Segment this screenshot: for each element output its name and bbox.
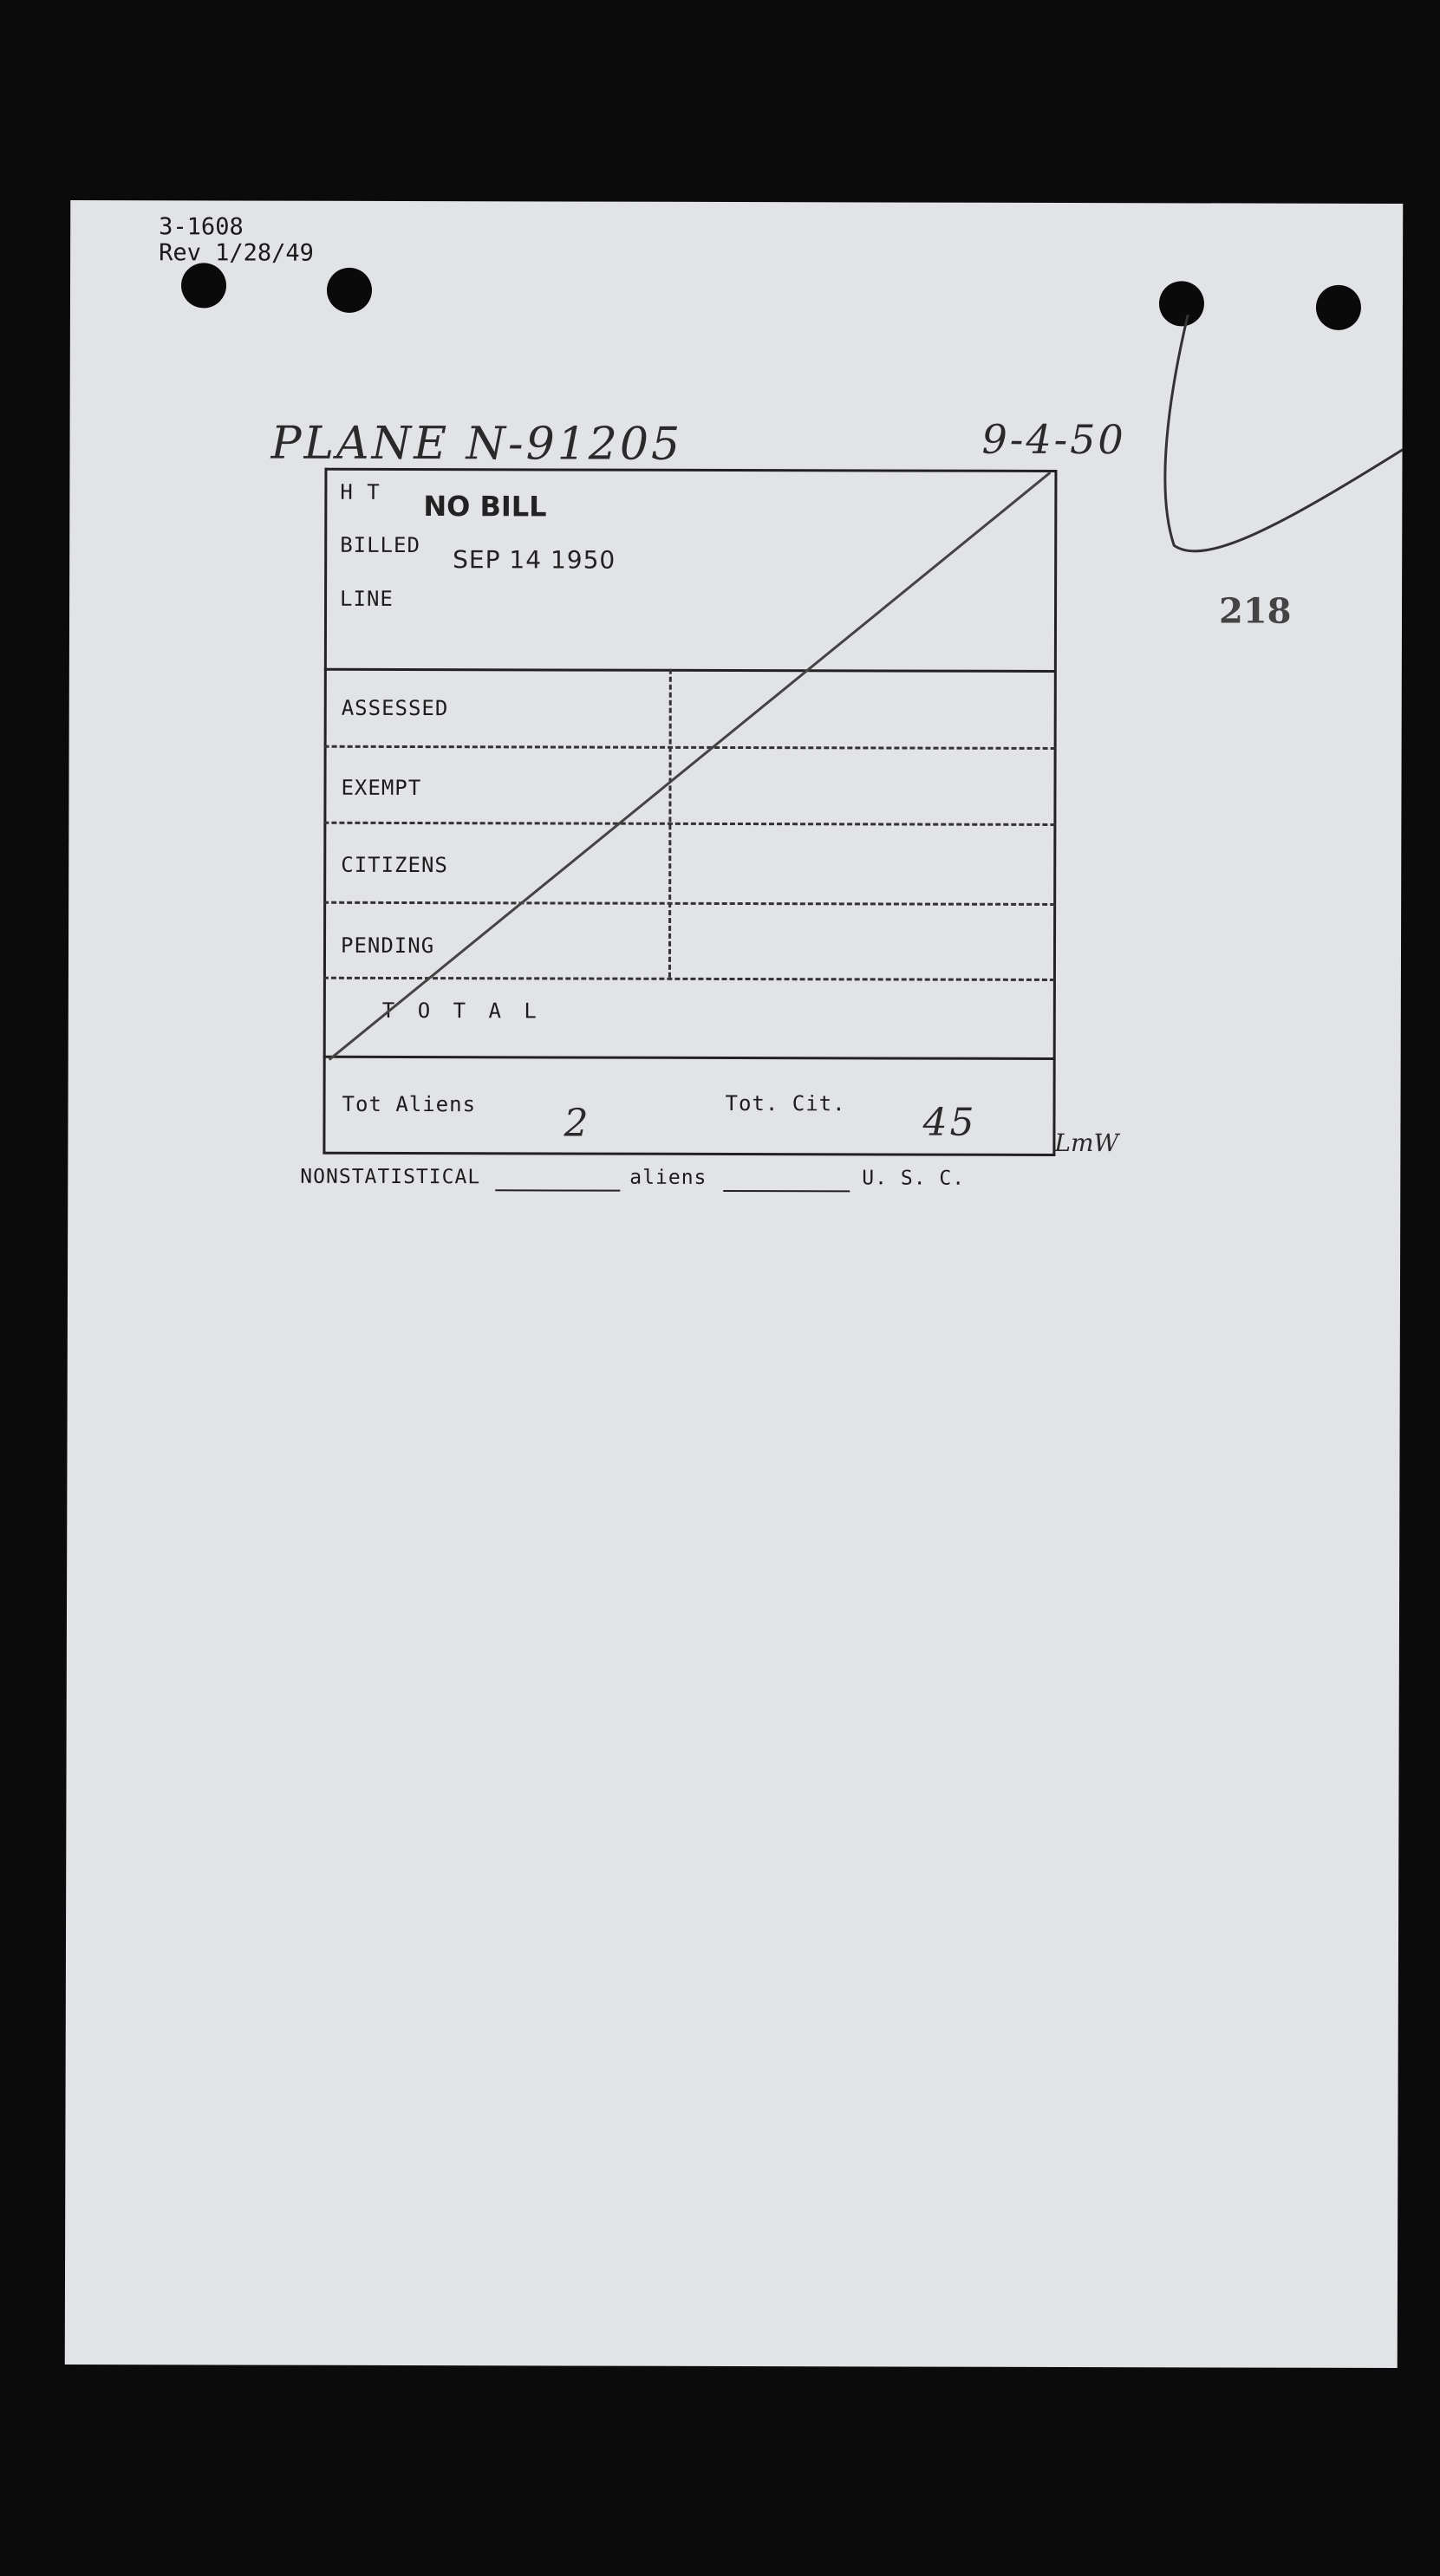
handwritten-date: 9-4-50 — [981, 415, 1126, 464]
date-stamp: SEP 14 1950 — [453, 545, 616, 575]
nonstatistical-label: NONSTATISTICAL — [300, 1165, 481, 1189]
pending-label: PENDING — [340, 933, 435, 959]
no-bill-stamp: NO BILL — [423, 490, 547, 524]
tot-cit-value: 45 — [922, 1100, 977, 1145]
ht-label: H T — [340, 479, 381, 504]
exempt-label: EXEMPT — [341, 775, 422, 801]
assessed-label: ASSESSED — [341, 695, 449, 721]
billed-label: BILLED — [340, 532, 420, 558]
pen-marks — [65, 200, 1404, 2368]
diagonal-strike-line — [330, 472, 1050, 1061]
form-number: 3-1608 — [159, 213, 244, 241]
document-page — [65, 200, 1404, 2368]
tot-aliens-label: Tot Aliens — [342, 1091, 477, 1117]
initials: LmW — [1054, 1128, 1119, 1158]
total-label: T O T A L — [381, 998, 542, 1024]
page-number: 218 — [1218, 590, 1292, 632]
line-label: LINE — [340, 586, 394, 611]
tot-cit-label: Tot. Cit. — [725, 1090, 846, 1116]
usc-label: U. S. C. — [862, 1167, 966, 1190]
margin-check-mark — [1165, 315, 1403, 551]
citizens-label: CITIZENS — [341, 852, 448, 878]
plane-number: PLANE N-91205 — [270, 417, 683, 471]
form-revision: Rev 1/28/49 — [159, 239, 314, 267]
aliens-label: aliens — [629, 1166, 707, 1189]
tot-aliens-value: 2 — [564, 1101, 591, 1146]
